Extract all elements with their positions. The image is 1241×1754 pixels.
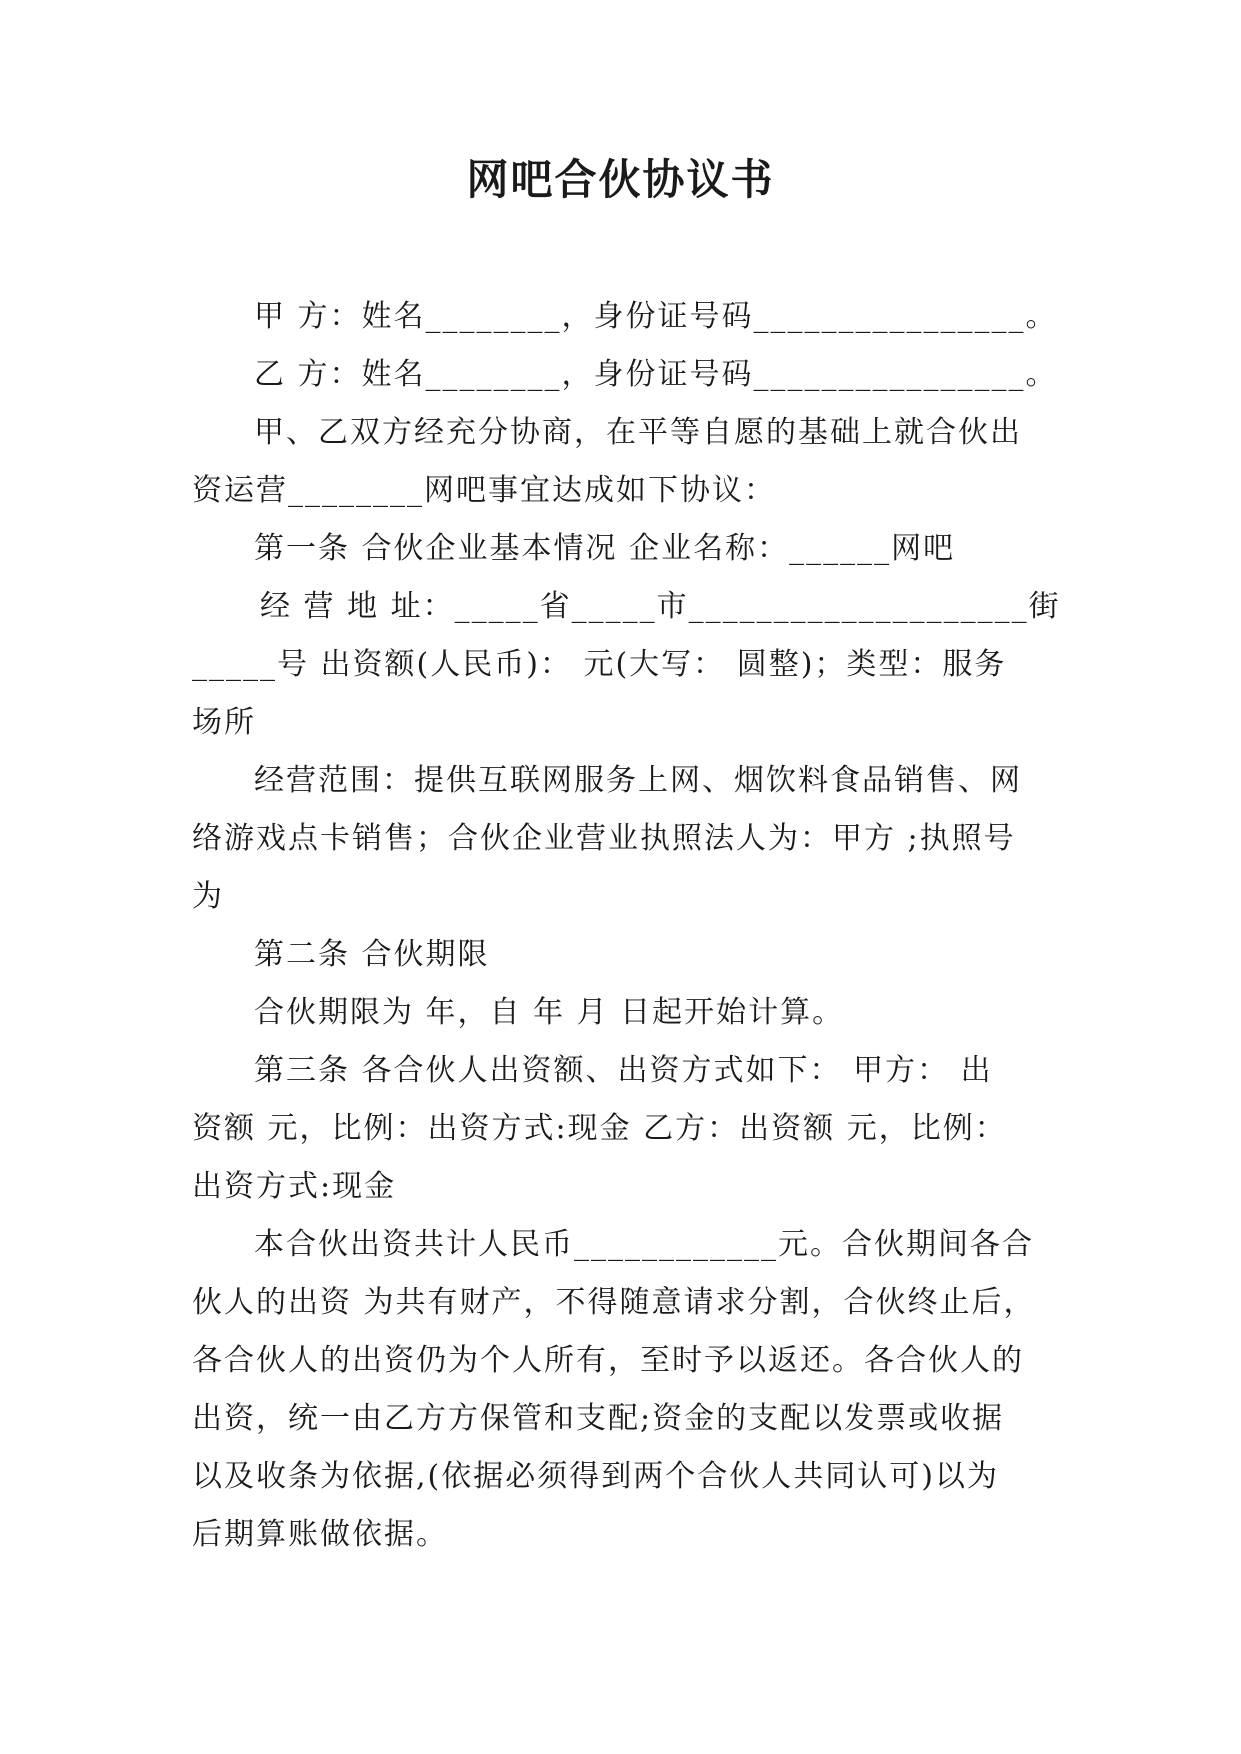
body-line: 甲、乙双方经充分协商，在平等自愿的基础上就合伙出 xyxy=(254,415,1022,450)
body-line: 经营范围：提供互联网服务上网、烟饮料食品销售、网 xyxy=(254,763,1022,798)
body-line: 第一条 合伙企业基本情况 企业名称：______网吧 xyxy=(254,531,956,566)
body-line: 伙人的出资 为共有财产，不得随意请求分割，合伙终止后， xyxy=(192,1285,1036,1320)
body-line: 经 营 地 址：_____省_____市____________________街 xyxy=(260,589,1061,624)
body-line: 出资，统一由乙方方保管和支配;资金的支配以发票或收据 xyxy=(192,1401,1005,1436)
body-line: 场所 xyxy=(192,705,256,740)
body-line: 甲 方：姓名________，身份证号码________________。 xyxy=(254,299,1058,334)
body-line: 各合伙人的出资仍为个人所有，至时予以返还。各合伙人的 xyxy=(192,1343,1024,1378)
document-title: 网吧合伙协议书 xyxy=(466,155,775,204)
document-body xyxy=(192,288,1061,1564)
body-line: 后期算账做依据。 xyxy=(192,1517,448,1552)
body-line: 合伙期限为 年，自 年 月 日起开始计算。 xyxy=(254,995,845,1030)
body-line: 第二条 合伙期限 xyxy=(254,937,490,972)
body-line: 第三条 各合伙人出资额、出资方式如下： 甲方： 出 xyxy=(254,1053,993,1088)
body-line: 络游戏点卡销售；合伙企业营业执照法人为：甲方 ;执照号 xyxy=(192,821,1016,856)
body-line: 以及收条为依据,(依据必须得到两个合伙人共同认可)以为 xyxy=(192,1459,999,1494)
body-line: 乙 方：姓名________，身份证号码________________。 xyxy=(254,357,1058,392)
body-line: 本合伙出资共计人民币____________元。合伙期间各合 xyxy=(254,1227,1034,1262)
body-line: _____号 出资额(人民币)： 元(大写： 圆整)；类型：服务 xyxy=(192,647,1007,682)
body-line: 资运营________网吧事宜达成如下协议： xyxy=(192,473,776,508)
body-line: 出资方式:现金 xyxy=(192,1169,397,1204)
body-line: 资额 元，比例：出资方式:现金 乙方：出资额 元，比例： xyxy=(192,1111,1007,1146)
body-line: 为 xyxy=(192,879,224,914)
